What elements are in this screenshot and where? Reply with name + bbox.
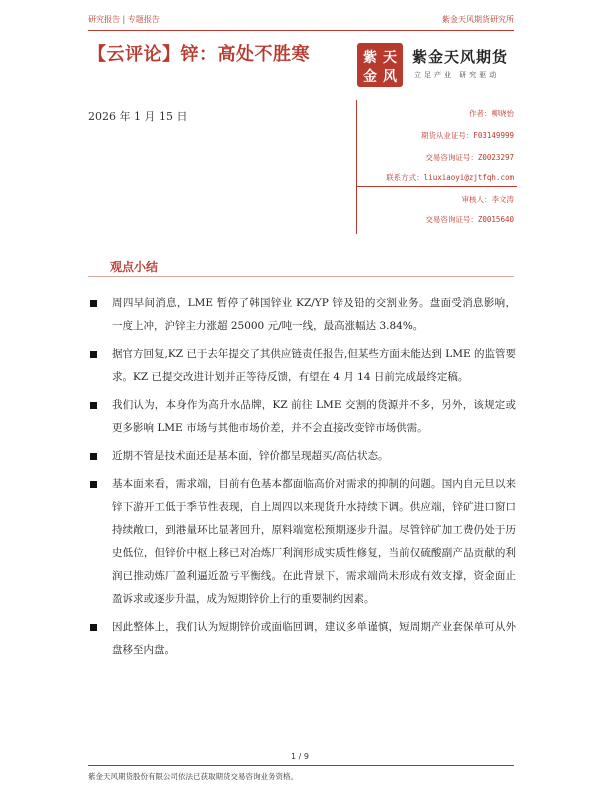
bullet-square-icon (90, 300, 97, 307)
bullet-item (88, 292, 516, 338)
bullet-square-icon (90, 402, 97, 409)
summary-bullet-list (88, 292, 516, 667)
header-divider (88, 30, 514, 31)
bullet-text: 近期不管是技术面还是基本面，锌价都呈现超买/高估状态。 (112, 450, 389, 462)
bullet-text: 因此整体上，我们认为短期锌价或面临回调，建议多单谨慎，短周期产业套保单可从外盘移至内盘。 (112, 621, 516, 656)
running-head (88, 14, 514, 28)
section-title: 观点小结 (110, 260, 159, 274)
bullet-square-icon (90, 481, 97, 488)
analyst-author: 作者：柳晓怡 (469, 109, 514, 118)
footer-divider (88, 765, 514, 766)
footer-disclaimer: 紫金天风期货股份有限公司依法已获取期货交易咨询业务资格。 (88, 772, 298, 781)
bullet-text: 基本面来看，需求端，目前有色基本都面临高价对需求的抑制的问题。国内自元旦以来锌下游开工低于季节性表现，自上周四以来现货升水持续下调。供应端，锌矿进口窗口持续敞口，到港量环比显著回升，原料端宽松预期逐步升温。尽管锌矿加工费仍处于历史低位，但锌价中枢上移已对冶炼厂利润形成实质性修复，当前仅硫酸副产品贡献的利润已推动炼厂盈利逼近盈亏平衡线。在此背景下，需求端尚未形成有效支撑，资金面止盈诉求或逐步升温，成为短期锌价上行的重要制约因素。 (112, 478, 516, 605)
analyst-email[interactable]: 联系方式：liuxiaoyi@zjtfqh.com (386, 173, 514, 182)
analyst-consult-number: 交易咨询证号：Z0023297 (425, 153, 514, 162)
page-number: 1 / 9 (291, 752, 309, 761)
bullet-text: 据官方回复,KZ 已于去年提交了其供应链责任报告,但某些方面未能达到 LME 的监管要求。KZ 已提交改进计划并正等待反馈，有望在 4 月 14 日前完成最终定稿。 (112, 348, 516, 383)
bullet-square-icon (90, 351, 97, 358)
report-category: 研究报告 | 专题报告 (88, 15, 160, 24)
report-title: 【云评论】锌：高处不胜寒 (88, 44, 310, 65)
analyst-info-box (356, 100, 516, 234)
svg-text:紫: 紫 (363, 50, 377, 66)
analyst-divider (357, 186, 517, 187)
bullet-text: 周四早间消息，LME 暂停了韩国锌业 KZ/YP 锌及铅的交割业务。盘面受消息影响，一度上冲，沪锌主力涨超 25000 元/吨一线，最高涨幅达 3.84%。 (112, 297, 516, 332)
analyst-qualification: 期货从业证号：F03149999 (420, 131, 514, 140)
bullet-item (88, 445, 516, 468)
logo-slogan: 立足产业 研究驱动 (414, 71, 500, 79)
company-logo (356, 42, 516, 88)
svg-text:风: 风 (383, 69, 397, 85)
institute-name: 紫金天风期货研究所 (442, 15, 514, 24)
report-date: 2026 年 1 月 15 日 (88, 110, 188, 123)
bullet-item (88, 473, 516, 611)
bullet-item (88, 343, 516, 389)
svg-text:金: 金 (363, 69, 377, 85)
bullet-item (88, 394, 516, 440)
bullet-text: 我们认为，本身作为高升水品牌，KZ 前往 LME 交割的货源并不多，另外，该规定或更多影响 LME 市场与其他市场价差，并不会直接改变锌市场供需。 (112, 399, 516, 434)
reviewer-consult-number: 交易咨询证号：Z0015640 (425, 215, 514, 224)
bullet-item (88, 616, 516, 662)
bullet-square-icon (90, 453, 97, 460)
svg-text:天: 天 (383, 50, 397, 66)
logo-mark-icon (356, 42, 404, 88)
bullet-square-icon (90, 624, 97, 631)
section-divider (88, 276, 514, 277)
reviewer-name: 审核人：李文涛 (461, 195, 514, 204)
logo-company-name: 紫金天风期货 (412, 48, 509, 66)
